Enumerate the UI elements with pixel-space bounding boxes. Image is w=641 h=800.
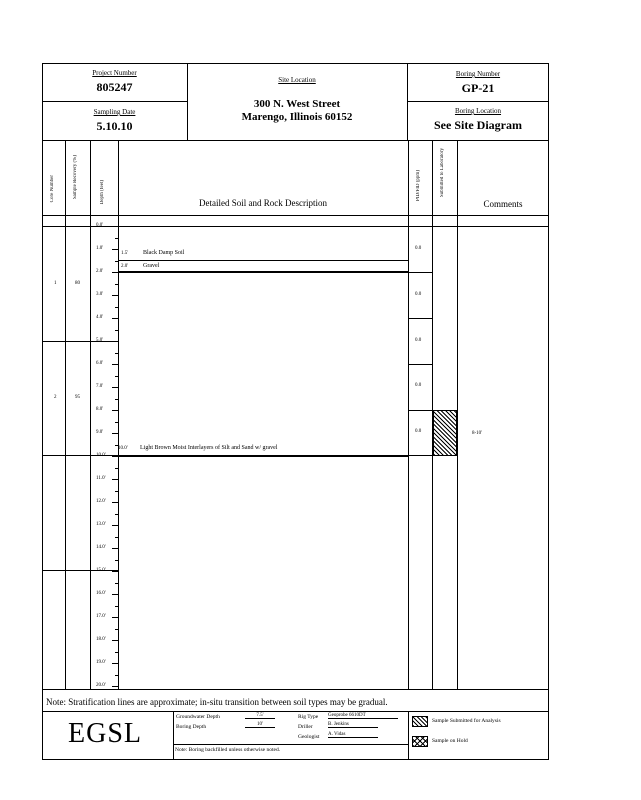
core-2-number: 2 bbox=[54, 395, 57, 400]
pid-reading-4: 0.0 bbox=[415, 383, 422, 388]
driller-value: B. Jenkins bbox=[328, 722, 378, 728]
footer-divider-1 bbox=[173, 711, 174, 760]
depth-tick bbox=[112, 249, 118, 250]
depth-minor-tick bbox=[115, 468, 118, 469]
pid-reading-3: 0.0 bbox=[415, 338, 422, 343]
depth-tick-label: 18.0' bbox=[96, 637, 106, 642]
sampling-date: 5.10.10 bbox=[96, 119, 133, 133]
depth-minor-tick bbox=[115, 376, 118, 377]
depth-minor-tick bbox=[115, 514, 118, 515]
stratification-note: Note: Stratification lines are approximate; in-situ transition between soil types may be gradual. bbox=[46, 697, 388, 707]
rig-type-value: Geoprobe 6610DT bbox=[328, 713, 398, 719]
depth-tick bbox=[112, 226, 118, 227]
boring-depth-value: 10' bbox=[245, 722, 275, 728]
col-header-depth: Depth (feet) bbox=[100, 180, 105, 205]
depth-tick-label: 8.0' bbox=[96, 407, 104, 412]
depth-tick-label: 0.0' bbox=[96, 223, 104, 228]
layer-line-2 bbox=[118, 271, 408, 273]
header-mid-right bbox=[407, 101, 549, 102]
backfill-note: Note: Boring backfilled unless otherwise noted. bbox=[175, 747, 281, 753]
depth-tick-label: 16.0' bbox=[96, 591, 106, 596]
boring-location: See Site Diagram bbox=[434, 118, 522, 132]
depth-tick-label: 11.0' bbox=[96, 476, 106, 481]
depth-tick bbox=[112, 479, 118, 480]
core-boundary-2 bbox=[42, 455, 118, 456]
pid-seg-4 bbox=[408, 410, 432, 411]
depth-tick-label: 9.0' bbox=[96, 430, 104, 435]
legend-analysis-label: Sample Submitted for Analysis bbox=[432, 718, 501, 724]
site-address-line-2: Marengo, Illinois 60152 bbox=[241, 111, 353, 123]
depth-tick-label: 7.0' bbox=[96, 384, 104, 389]
depth-tick bbox=[112, 686, 118, 687]
depth-tick-label: 6.0' bbox=[96, 361, 104, 366]
depth-minor-tick bbox=[115, 307, 118, 308]
depth-tick bbox=[112, 387, 118, 388]
boring-number-label: Boring Number bbox=[455, 70, 501, 78]
groundwater-depth-value: 7.5' bbox=[245, 713, 275, 719]
depth-tick-label: 3.0' bbox=[96, 292, 104, 297]
depth-tick-label: 17.0' bbox=[96, 614, 106, 619]
depth-minor-tick bbox=[115, 629, 118, 630]
col-header-pid: PID/FID (ppm) bbox=[416, 170, 421, 201]
depth-minor-tick bbox=[115, 606, 118, 607]
depth-minor-tick bbox=[115, 422, 118, 423]
depth-tick bbox=[112, 640, 118, 641]
depth-tick bbox=[112, 663, 118, 664]
core-2-recovery: 95 bbox=[75, 395, 80, 400]
depth-tick-label: 2.0' bbox=[96, 269, 104, 274]
depth-minor-tick bbox=[115, 238, 118, 239]
pid-seg-3 bbox=[408, 364, 432, 365]
layer-3-depth: 10.0' bbox=[118, 446, 128, 451]
legend-hold-swatch bbox=[412, 736, 428, 747]
footer-note-line bbox=[173, 744, 408, 745]
legend-analysis-swatch bbox=[412, 716, 428, 727]
footer-divider-2 bbox=[408, 711, 409, 760]
depth-tick bbox=[112, 525, 118, 526]
legend-hold-label: Sample on Hold bbox=[432, 738, 468, 744]
depth-minor-tick bbox=[115, 537, 118, 538]
pid-seg-1 bbox=[408, 272, 432, 273]
depth-tick bbox=[112, 341, 118, 342]
site-address-line-1: 300 N. West Street bbox=[253, 98, 341, 110]
geologist-value: A. Vidas bbox=[328, 732, 378, 738]
col-line-depth bbox=[118, 140, 119, 689]
depth-tick bbox=[112, 410, 118, 411]
layer-2-description: Gravel bbox=[143, 263, 160, 269]
depth-tick-label: 15.0' bbox=[96, 568, 106, 573]
layer-2-depth: 2.0' bbox=[121, 264, 129, 269]
col-line-submitted bbox=[457, 140, 458, 689]
pid-seg-2 bbox=[408, 318, 432, 319]
note-top bbox=[42, 689, 549, 690]
depth-tick bbox=[112, 433, 118, 434]
depth-tick bbox=[112, 318, 118, 319]
col-header-sample-recovery: Sample Recovery (%) bbox=[73, 155, 78, 200]
core-boundary-3 bbox=[42, 570, 118, 571]
depth-tick bbox=[112, 295, 118, 296]
pid-seg-5 bbox=[408, 455, 432, 456]
boring-number: GP-21 bbox=[461, 81, 495, 95]
depth-minor-tick bbox=[115, 284, 118, 285]
project-number-label: Project Number bbox=[92, 69, 137, 77]
col-header-core-number: Core Number bbox=[50, 175, 55, 203]
depth-tick bbox=[112, 364, 118, 365]
layer-1-description: Black Damp Soil bbox=[143, 250, 185, 256]
groundwater-depth-label: Groundwater Depth bbox=[176, 714, 220, 720]
depth-minor-tick bbox=[115, 652, 118, 653]
depth-minor-tick bbox=[115, 560, 118, 561]
depth-tick-label: 4.0' bbox=[96, 315, 104, 320]
boring-location-label: Boring Location bbox=[454, 107, 502, 115]
col-line-description bbox=[408, 140, 409, 689]
depth-tick-label: 10.0' bbox=[96, 453, 106, 458]
depth-tick-label: 5.0' bbox=[96, 338, 104, 343]
layer-1-depth: 1.5' bbox=[121, 251, 129, 256]
egsl-logo: EGSL bbox=[68, 718, 142, 749]
geologist-label: Geologist bbox=[298, 734, 320, 740]
depth-minor-tick bbox=[115, 675, 118, 676]
core-1-recovery: 80 bbox=[75, 281, 80, 286]
layer-3-description: Light Brown Moist Interlayers of Silt and Sand w/ gravel bbox=[140, 445, 278, 451]
depth-minor-tick bbox=[115, 353, 118, 354]
depth-tick bbox=[112, 548, 118, 549]
layer-line-3 bbox=[118, 455, 408, 457]
depth-minor-tick bbox=[115, 583, 118, 584]
pid-reading-5: 0.0 bbox=[415, 429, 422, 434]
col-header-description: Detailed Soil and Rock Description bbox=[199, 198, 327, 208]
depth-minor-tick bbox=[115, 491, 118, 492]
sampling-date-label: Sampling Date bbox=[93, 108, 136, 116]
note-bottom bbox=[42, 711, 549, 712]
submitted-sample-hatch bbox=[433, 410, 457, 456]
driller-label: Driller bbox=[298, 724, 313, 730]
site-location-label: Site Location bbox=[278, 76, 316, 84]
project-number: 805247 bbox=[96, 80, 133, 94]
comment-8-10: 8-10' bbox=[472, 431, 483, 436]
pid-reading-2: 0.0 bbox=[415, 292, 422, 297]
depth-tick-label: 12.0' bbox=[96, 499, 106, 504]
core-1-number: 1 bbox=[54, 281, 57, 286]
depth-tick bbox=[112, 617, 118, 618]
depth-tick-label: 13.0' bbox=[96, 522, 106, 527]
depth-tick bbox=[112, 502, 118, 503]
col-header-comments: Comments bbox=[483, 199, 523, 209]
layer-line-1 bbox=[118, 260, 408, 261]
depth-tick-label: 14.0' bbox=[96, 545, 106, 550]
header-mid-left bbox=[42, 101, 187, 102]
depth-tick-label: 1.0' bbox=[96, 246, 104, 251]
pid-reading-1: 0.0 bbox=[415, 246, 422, 251]
col-line-core bbox=[65, 140, 66, 689]
depth-tick-label: 20.0' bbox=[96, 683, 106, 688]
depth-minor-tick bbox=[115, 399, 118, 400]
depth-tick bbox=[112, 594, 118, 595]
boring-depth-label: Boring Depth bbox=[176, 724, 207, 730]
depth-tick-label: 19.0' bbox=[96, 660, 106, 665]
core-boundary-1 bbox=[42, 341, 118, 342]
depth-minor-tick bbox=[115, 330, 118, 331]
col-line-recovery bbox=[90, 140, 91, 689]
depth-tick bbox=[112, 571, 118, 572]
col-header-submitted: Submitted to Laboratory bbox=[440, 148, 445, 198]
rig-type-label: Rig Type bbox=[298, 714, 319, 720]
